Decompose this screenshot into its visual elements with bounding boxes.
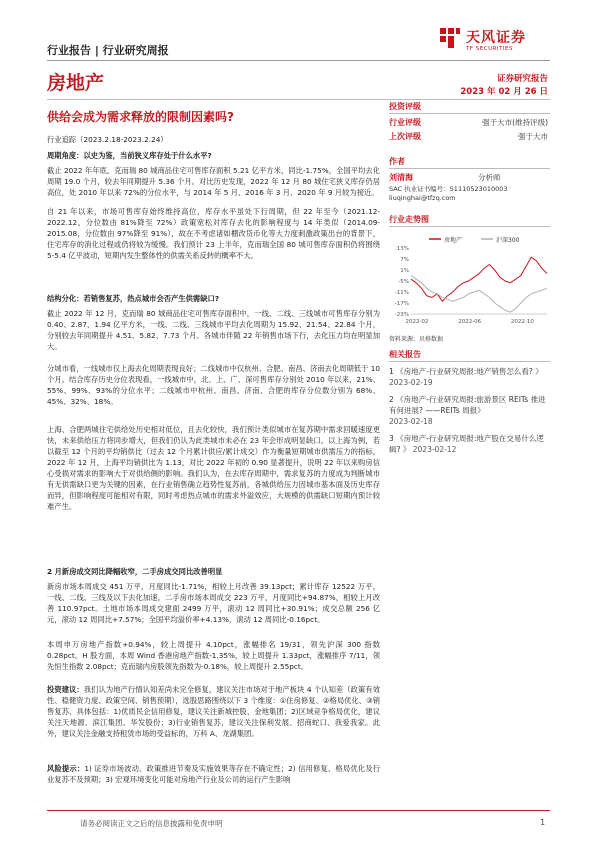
series-line-1 [411, 276, 547, 313]
related-report-item[interactable] [389, 433, 550, 455]
paragraph: 自 21 年以来，市场可售库存始终维持高位，库存水平虽处下行周期，但 22 年至今（2021.12-2022.12，分位数由 81%降至 72%）政策宽松对库存去化的影响程度与 14 年类似（2014.09-2015.08，分位数由 97%降至 91%），故在不考虑诸如棚改货币化等大力度刺激政策出台的背景下，住宅库存的消化过程或仍将较为缓慢。我们预计 23 上半年，克而瑞全国 80 城可售库存面积仍将围绕 5-5.4 亿平波动，短期内发生整体性的供需关系反转的概率不大。 [47, 207, 380, 260]
y-tick-label: -11% [394, 290, 409, 296]
x-tick-label: 2022-10 [510, 319, 534, 325]
author-role: 分析师 [478, 173, 501, 182]
legend-label-csi300: 沪深300 [496, 237, 520, 244]
chart-source: 资料来源：贝格数据 [389, 336, 444, 343]
related-report-link[interactable]: 1 《房地产-行业研究周报:地产销售怎么看? 》 2023-02-19 [389, 367, 543, 387]
y-tick-label: -17% [394, 301, 409, 307]
section-heading: 投资建议： [47, 685, 84, 694]
chart-title: 行业走势图 [389, 215, 429, 224]
page-number: 1 [540, 818, 545, 827]
related-report-date: 2023-02-18 [389, 417, 433, 426]
section-heading: 结构分化：若销售复苏，热点城市会否产生供需缺口? [47, 294, 220, 303]
sidebar-divider [389, 168, 550, 169]
rating-title: 投资评级 [389, 102, 421, 111]
related-report-list [389, 366, 550, 455]
paragraph: 1) 证券市场波动、政策推进节奏及实施效果等存在不确定性；2) 信用修复、格局优化及行业复苏不及预期；3) 宏观环境变化可能对房地产行业及公司的运行产生影响 [47, 764, 380, 784]
related-report-date: 2023-02-19 [389, 378, 433, 387]
author-email: liuqinghai@tfzq.com [389, 194, 456, 202]
paragraph: 新房市场本周成交 451 万平，月度同比-1.71%，相较上月改善 39.13pct；累计库存 12522 万平，一线、二线、三线及以下去化加速。二手房市场本周成交 223 万平，月度同比+94.87%，相较上月改善 110.97pct。土地市场本周成交建面 2499 万平，滚动 12 周同比+30.91%；成交总额 256 亿元，滚动 12 周同比+7.57%；全国平均溢价率+4.13%，滚动 12 周同比-0.16pct。 [47, 582, 380, 624]
paragraph: 分城市看，一线城市仅上海去化周期表现良好；二线城市中仅杭州、合肥、南昌、济南去化周期低于 10 个月。结合库存历史分位表现看，一线城市中，北、上、广、深可售库存分别处 2010 年以来，21%、55%、99%、93%的分位水平；二线城市中杭州、南昌、济南、合肥的库存分位数分别为 68%、45%、32%、18%。 [47, 364, 380, 406]
related-report-link[interactable]: 2 《房地产-行业研究周报:旅游景区 REITs 推进有何进展? ——REITs 周报》 2023-02-18 [389, 395, 546, 426]
industry-rating-value: 强于大市(维持评级) [482, 118, 548, 127]
y-tick-label: -5% [398, 279, 409, 285]
sidebar-divider [389, 361, 550, 362]
author-name: 刘清海 [389, 173, 413, 182]
section-heading: 2 月新房成交同比降幅收窄，二手房成交同比改善明显 [47, 567, 223, 576]
company-logo [438, 24, 548, 64]
author-license: SAC 执业证书编号：S1110523010003 [389, 185, 508, 193]
related-report-link[interactable]: 3 《房地产-行业研究周报:地产股在交易什么逻辑? 》 2023-02-12 [389, 434, 544, 454]
section-heading: 周期角度：以史为鉴，当前狭义库存处于什么水平? [47, 151, 212, 160]
logo-en-text: TF SECURITIES [466, 46, 513, 52]
report-title: 供给会成为需求释放的限制因素吗? [47, 110, 234, 124]
legend-label-realestate: 房地产 [444, 237, 463, 244]
breadcrumb: 行业报告 | 行业研究周报 [47, 44, 169, 57]
disclaimer: 请务必阅读正文之后的信息披露和免责申明 [80, 819, 223, 828]
report-date: 2023 年 02 月 26 日 [460, 87, 548, 97]
related-report-item[interactable] [389, 394, 550, 427]
prev-rating-label: 上次评级 [389, 132, 421, 141]
paragraph: 我们认为地产行情认知差尚未完全修复，建议关注市场对于地产板块 4 个认知差（政策有效性、稳健资力度、政策空间、销售预期），选股思路围绕以下 3 个维度：①住房修复、②格局优化、③销售复苏、具体包括：1)优质民企信用修复，建议关注新城控股、金地集团；2)区域竞争格局优化，建议关注天地源、滨江集团、华发股份；3)行业销售复苏，建议关注保利发展、招商蛇口、我爱我家。此外，建议关注金融支持租赁市场的受益标的，万科 A、龙湖集团。 [47, 685, 380, 738]
y-tick-label: 7% [400, 257, 409, 263]
tracking-period: 行业追踪（2023.2.18-2023.2.24） [47, 135, 168, 144]
industry-category: 房地产 [47, 72, 105, 94]
investment-advice [47, 684, 380, 739]
x-tick-label: 2022-02 [405, 319, 429, 325]
paragraph: 截止 2022 年 12 月，克而瑞 80 城商品住宅可售库存面积中，一线、二线、三线城市可售库存分别为 0.40、2.87、1.94 亿平方米，一线、二线、三线城市平均去化周期为 15.92、21.54、22.84 个月，分别较去年同期提升 4.51、5.82、7.73 个月。各城市伴随 22 年销售市场下行，去化压力均在明显加大。 [47, 309, 380, 351]
industry-trend-chart [389, 230, 550, 330]
paragraph: 本周申万房地产指数+0.94%，较上周提升 4.10pct，涨幅排名 19/31，领先沪深 300 指数 0.28pct。H 股方面，本周 Wind 香港房地产指数-1.35%，较上周提升 1.33pct，涨幅排序 7/11，领先恒生指数 2.08pct；克而瑞内房股领先指数为-0.18%，较上周提升 2.55pct。 [47, 640, 380, 671]
prev-rating-value: 强于大市 [518, 132, 548, 141]
paragraph: 截止 2022 年年底，克而瑞 80 城商品住宅可售库存面积 5.21 亿平方米，同比-1.75%，全国平均去化周期 19.0 个月，较去年同期提升 5.36 个月。对比历史发现，2022 年 12 月 80 城住宅狭义库存仍居高位，处 2010 年以来 72%的分位水平，与 2014 年 5 月、2016 年 3 月、2020 年 9 月较为接近。 [47, 166, 380, 197]
y-tick-label: 13% [396, 246, 409, 252]
report-type: 证券研究报告 [496, 74, 548, 84]
logo-cn-text: 天风证券 [466, 30, 526, 46]
risk-warning [47, 763, 380, 785]
related-report-date: 2023-02-12 [412, 445, 457, 454]
title-divider [47, 99, 550, 100]
sidebar-divider [389, 113, 550, 114]
related-report-item[interactable] [389, 366, 550, 388]
footer-divider [47, 810, 550, 811]
industry-rating-label: 行业评级 [389, 118, 421, 127]
section-heading: 风险提示： [47, 764, 85, 773]
related-title: 相关报告 [389, 350, 421, 359]
y-tick-label: -23% [394, 312, 409, 318]
x-tick-label: 2022-06 [458, 319, 482, 325]
series-line-0 [411, 257, 547, 301]
sidebar-divider [389, 226, 550, 227]
logo-mark-icon [438, 26, 462, 50]
y-tick-label: 1% [400, 268, 409, 274]
author-title: 作者 [389, 157, 405, 166]
paragraph: 上海、合肥两城住宅供给处历史相对低位，且去化较快，我们预计类似城市在复苏期中需求回暖速度更快，未来供给压力将同步增大，但我们仍认为此类城市未必在 23 年会形成明显缺口。以上海为例，若以截至 12 个月的平均销供比（过去 12 个月累计供应/累计成交）作为衡量短期城市供需压力的指标，2022 年 12 月，上海平均销供比为 1.13，对比 2022 年初的 0.90 显著提升，说明 22 年以来购房信心受损对需求的影响大于对供给侧的影响。我们认为，在去库存周期中，需求复苏的力度成为判断城市有无供需缺口更为关键的因素，在行业销售确立趋势性复苏前，各城供给压力因城市基本面及历史库存而异，但影响程度可能相对有限，同时考虑热点城市的需求外溢效应，大规模的供需缺口短期内预计较难产生。 [47, 425, 380, 511]
header-divider [47, 60, 550, 61]
